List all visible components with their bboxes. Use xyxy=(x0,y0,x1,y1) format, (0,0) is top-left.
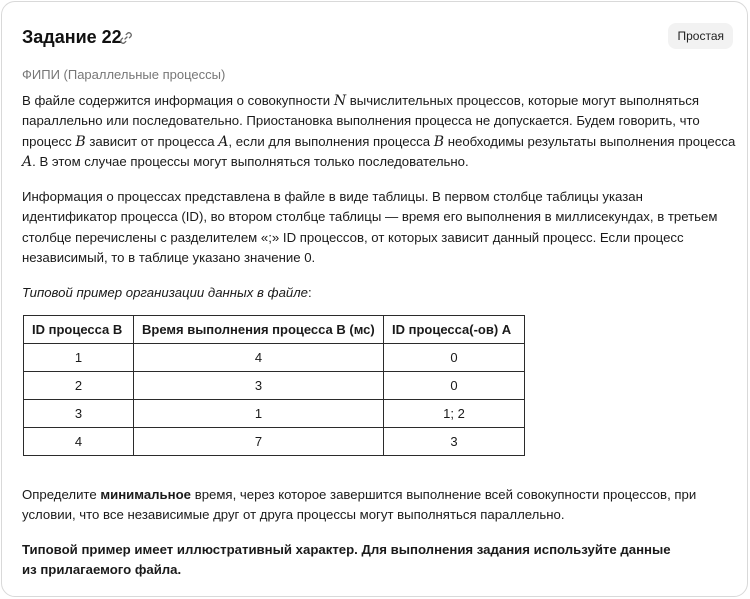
example-table xyxy=(23,315,525,456)
task-source: ФИПИ (Параллельные процессы) xyxy=(22,67,226,82)
table-cell: 2 xyxy=(24,372,134,400)
paragraph-question xyxy=(22,485,738,526)
paragraph-example-caption xyxy=(22,283,738,303)
text: . В этом случае процессы могут выполняться только последовательно. xyxy=(32,153,469,169)
table-cell: 0 xyxy=(384,372,525,400)
task-header xyxy=(22,26,733,52)
table-cell: 0 xyxy=(384,344,525,372)
text: зависит от процесса xyxy=(85,133,219,149)
math-var-b: B xyxy=(75,133,86,150)
table-cell: 1 xyxy=(134,400,384,428)
table-row xyxy=(24,372,525,400)
table-cell: 3 xyxy=(134,372,384,400)
emphasis: минимальное xyxy=(100,487,192,502)
caption-colon: : xyxy=(308,285,312,300)
paragraph-note xyxy=(22,540,738,581)
math-var-b: B xyxy=(433,133,445,150)
note-line: из прилагаемого файла. xyxy=(22,562,182,578)
table-header-row xyxy=(24,316,525,344)
text: Определите xyxy=(22,487,101,502)
table-row xyxy=(24,400,525,428)
note-line: Типовой пример имеет иллюстративный характер. Для выполнения задания используйте данные xyxy=(22,542,671,557)
table-cell: 4 xyxy=(134,344,384,372)
caption-text: Типовой пример организации данных в файле xyxy=(22,285,309,300)
table-cell: 1 xyxy=(24,344,134,372)
column-header: ID процесса B xyxy=(24,316,134,344)
table-cell: 3 xyxy=(384,428,525,456)
table-cell: 7 xyxy=(134,428,384,456)
task-card xyxy=(1,1,748,597)
difficulty-badge: Простая xyxy=(668,23,733,49)
text: необходимы результаты выполнения процесса xyxy=(444,133,736,149)
link-icon[interactable] xyxy=(119,31,133,45)
task-title: Задание 22 xyxy=(22,27,122,47)
table-row xyxy=(24,428,525,456)
math-var-n: N xyxy=(333,93,347,109)
table-cell: 3 xyxy=(24,400,134,428)
math-var-a: A xyxy=(22,153,33,170)
table-cell: 1; 2 xyxy=(384,400,525,428)
text: , если для выполнения процесса xyxy=(228,133,434,149)
text: В файле содержится информация о совокупности xyxy=(22,93,334,108)
column-header: ID процесса(-ов) A xyxy=(384,316,525,344)
column-header: Время выполнения процесса B (мс) xyxy=(134,316,384,344)
table-cell: 4 xyxy=(24,428,134,456)
table-row xyxy=(24,344,525,372)
text: время, через которое завершится выполнение всей совокупности процессов, при условии, что все независимые друг от друга процессы могут выполняться параллельно. xyxy=(22,487,697,523)
paragraph-format: Информация о процессах представлена в файле в виде таблицы. В первом столбце таблицы указан идентификатор процесса (ID), во втором столбце таблицы — время его выполнения в миллисекундах, в третьем столбце перечислены с разделителем «;» ID процессов, от которых зависит данный процесс. Если процесс независимый, то в таблице указано значение 0. xyxy=(22,189,718,265)
paragraph-intro xyxy=(22,91,738,172)
math-var-a: A xyxy=(218,133,229,150)
text: вычислительных процессов, которые могут выполняться параллельно или последовательно. Приостановка выполнения процесса не допускается. Будем говорить, что процесс xyxy=(22,93,700,149)
